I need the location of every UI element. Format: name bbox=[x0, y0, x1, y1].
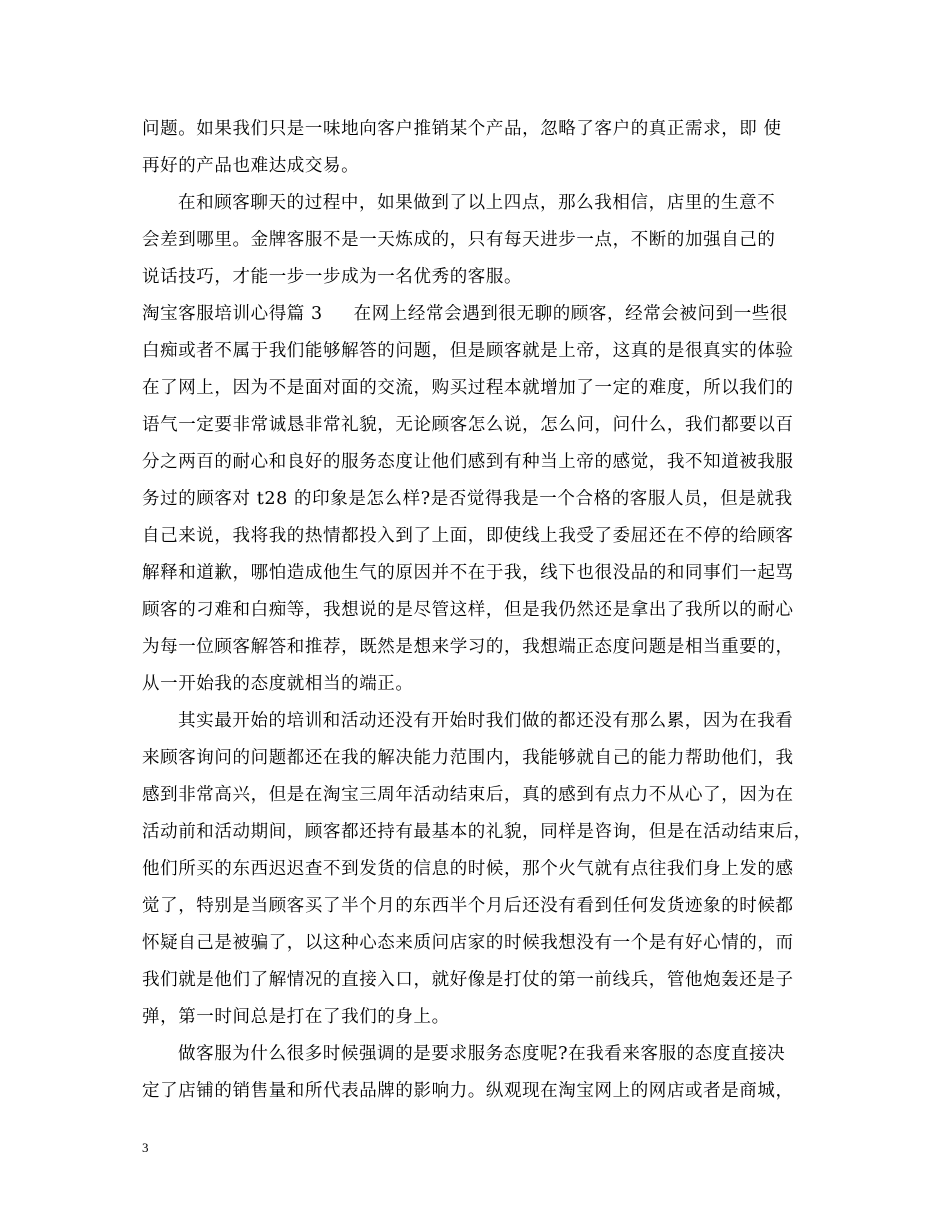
text-line: 弹，第一时间总是打在了我们的身上。 bbox=[142, 1007, 450, 1027]
text-line: 我们就是他们了解情况的直接入口，就好像是打仗的第一前线兵，管他炮轰还是子 bbox=[142, 970, 794, 990]
text-line: 其实最开始的培训和活动还没有开始时我们做的都还没有那么累，因为在我看 bbox=[178, 711, 794, 731]
text-line: 他们所买的东西迟迟查不到发货的信息的时候，那个火气就有点往我们身上发的感 bbox=[142, 859, 794, 879]
text-line: 白痴或者不属于我们能够解答的问题，但是顾客就是上帝，这真的是很真实的体验 bbox=[142, 341, 794, 361]
text-line: 做客服为什么很多时候强调的是要求服务态度呢?在我看来客服的态度直接决 bbox=[178, 1044, 786, 1064]
text-line: 解释和道歉，哪怕造成他生气的原因并不在于我，线下也很没品的和同事们一起骂 bbox=[142, 563, 794, 583]
text-line: 在和顾客聊天的过程中，如果做到了以上四点，那么我相信，店里的生意不 bbox=[178, 193, 776, 213]
text-line: 问题。如果我们只是一味地向客户推销某个产品，忽略了客户的真正需求，即 使 bbox=[142, 119, 782, 139]
text-line: 怀疑自己是被骗了，以这种心态来质问店家的时候我想没有一个是有好心情的，而 bbox=[142, 933, 794, 953]
text-line: 语气一定要非常诚恳非常礼貌，无论顾客怎么说，怎么问，问什么，我们都要以百 bbox=[142, 415, 794, 435]
text-line: 自己来说，我将我的热情都投入到了上面，即使线上我受了委屈还在不停的给顾客 bbox=[142, 526, 794, 546]
text-line: 从一开始我的态度就相当的端正。 bbox=[142, 674, 414, 694]
text-line: 淘宝客服培训心得篇 3 在网上经常会遇到很无聊的顾客，经常会被问到一些很 bbox=[142, 304, 789, 324]
text-line: 顾客的刁难和白痴等，我想说的是尽管这样，但是我仍然还是拿出了我所以的耐心 bbox=[142, 600, 794, 620]
text-line: 来顾客询问的问题都还在我的解决能力范围内，我能够就自己的能力帮助他们，我 bbox=[142, 748, 794, 768]
text-line: 觉了，特别是当顾客买了半个月的东西半个月后还没有看到任何发货迹象的时候都 bbox=[142, 896, 794, 916]
text-line: 在了网上，因为不是面对面的交流，购买过程本就增加了一定的难度，所以我们的 bbox=[142, 378, 794, 398]
text-line: 再好的产品也难达成交易。 bbox=[142, 156, 360, 176]
page-number: 3 bbox=[142, 1140, 149, 1155]
text-line: 活动前和活动期间，顾客都还持有最基本的礼貌，同样是咨询，但是在活动结束后， bbox=[142, 822, 812, 842]
text-line: 务过的顾客对 t28 的印象是怎么样?是否觉得我是一个合格的客服人员，但是就我 bbox=[142, 489, 793, 509]
text-line: 分之两百的耐心和良好的服务态度让他们感到有种当上帝的感觉，我不知道被我服 bbox=[142, 452, 794, 472]
text-line: 为每一位顾客解答和推荐，既然是想来学习的，我想端正态度问题是相当重要的， bbox=[142, 637, 794, 657]
text-line: 会差到哪里。金牌客服不是一天炼成的，只有每天进步一点，不断的加强自己的 bbox=[142, 230, 776, 250]
text-line: 感到非常高兴，但是在淘宝三周年活动结束后，真的感到有点力不从心了，因为在 bbox=[142, 785, 794, 805]
text-line: 定了店铺的销售量和所代表品牌的影响力。纵观现在淘宝网上的网店或者是商城， bbox=[142, 1081, 794, 1101]
text-line: 说话技巧，才能一步一步成为一名优秀的客服。 bbox=[142, 267, 523, 287]
